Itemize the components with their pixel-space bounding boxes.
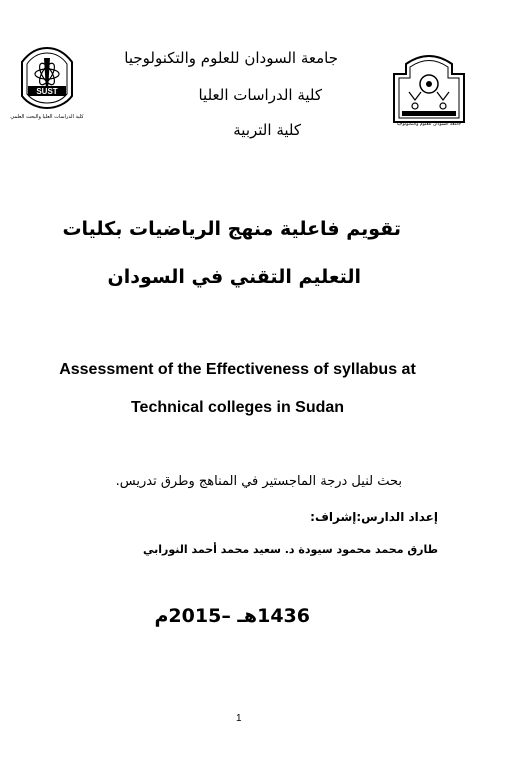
education-college-name: كلية التربية — [233, 121, 301, 139]
arabic-title-line-1: تقويم فاعلية منهج الرياضيات بكليات — [62, 218, 401, 240]
roles-label: إعداد الدارس:إشراف: — [310, 510, 438, 524]
english-title-line-2: Technical colleges in Sudan — [130, 399, 345, 416]
right-logo-caption: جامعة السودان للعلوم والتكنولوجيا — [396, 122, 462, 127]
sust-logo-text: SUST — [36, 87, 58, 96]
sust-emblem-icon — [8, 44, 86, 122]
graduate-college-name: كلية الدراسات العليا — [198, 86, 322, 104]
sust-graduate-logo — [8, 44, 86, 122]
university-emblem-icon — [388, 48, 470, 128]
university-name: جامعة السودان للعلوم والتكنولوجيا — [124, 49, 338, 67]
submission-date: 1436هـ –2015م — [154, 605, 310, 627]
sust-university-logo — [388, 48, 470, 128]
left-logo-caption: كلية الدراسات العليا والبحث العلمي — [10, 114, 84, 120]
degree-purpose: بحث لنيل درجة الماجستير في المناهج وطرق تدريس. — [115, 474, 402, 489]
researcher-supervisor-names: طارق محمد محمود سيودة د. سعيد محمد أحمد النورابي — [143, 543, 438, 556]
page-number: 1 — [236, 713, 242, 724]
arabic-title-line-2: التعليم التقني في السودان — [107, 266, 361, 288]
english-title-line-1: Assessment of the Effectiveness of syllabus at — [59, 361, 416, 378]
